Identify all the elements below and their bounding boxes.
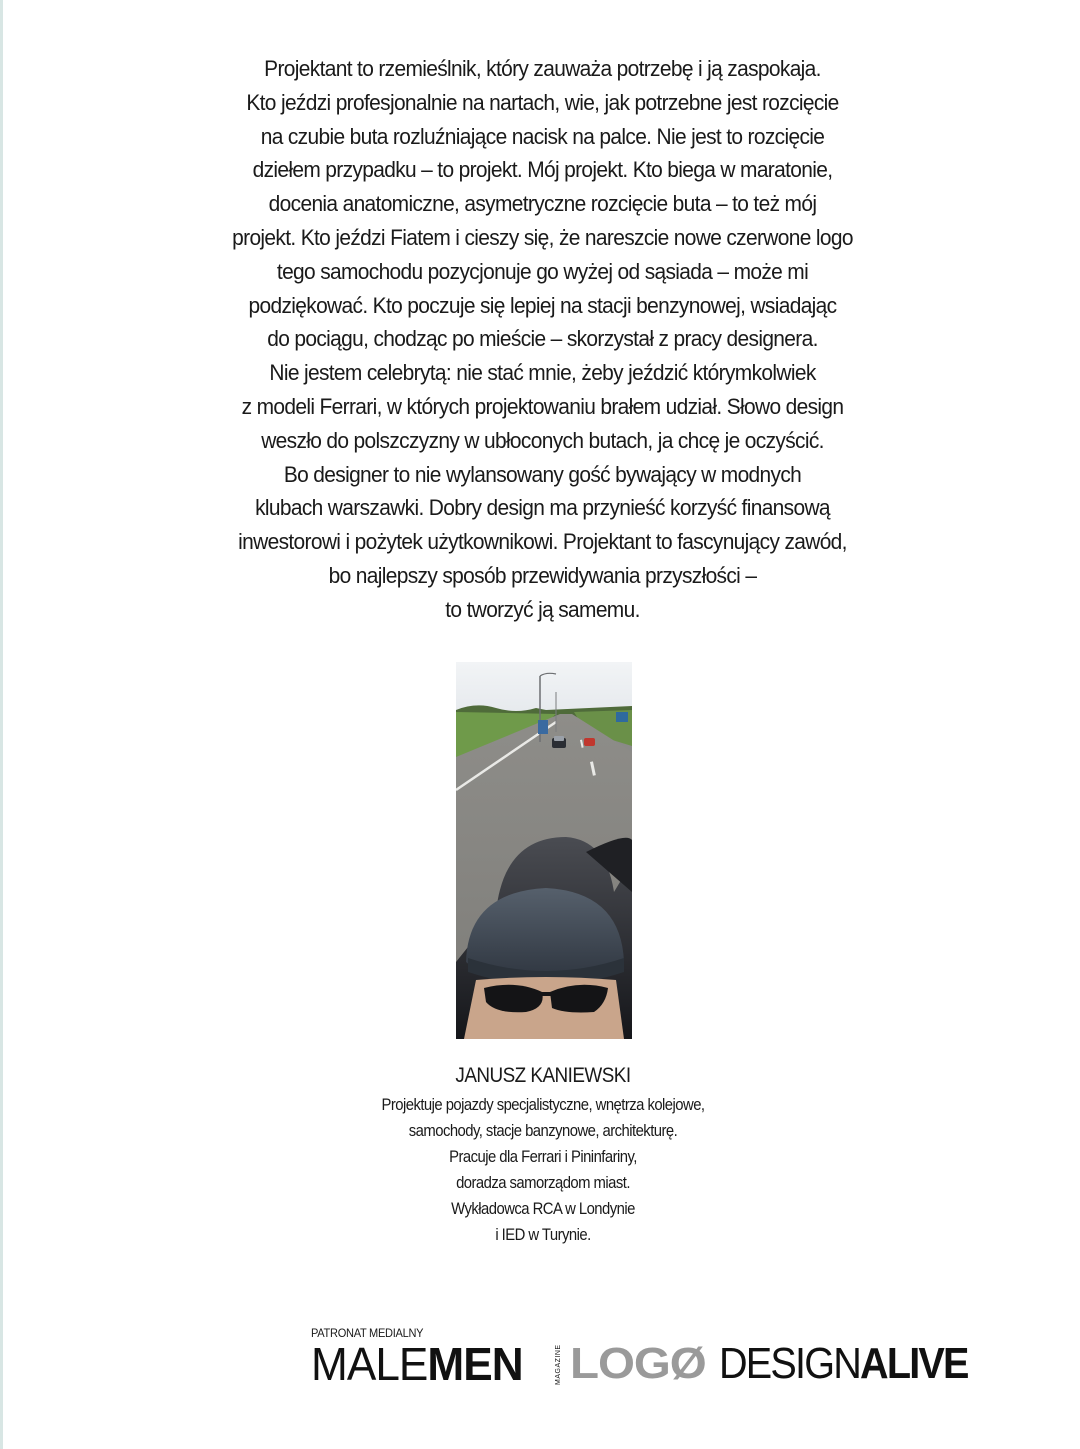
malemen-logo-bold: MEN (427, 1338, 523, 1390)
author-photo (456, 662, 632, 1039)
logo-magazine-logo: LOGØ (570, 1339, 706, 1388)
essay-line: Projektant to rzemieślnik, który zauważa potrzebę i ją zaspokaja. (264, 56, 821, 81)
author-bio (324, 1092, 761, 1248)
bio-line: i IED w Turynie. (495, 1226, 591, 1244)
essay-line: z modeli Ferrari, w których projektowaniu brałem udział. Słowo design (241, 393, 844, 419)
designalive-logo-light: DESIGN (719, 1339, 861, 1388)
media-patronage-label: PATRONAT MEDIALNY (311, 1326, 424, 1340)
designalive-logo-bold: ALIVE (860, 1339, 968, 1388)
essay-line: weszło do polszczyzny w ubłoconych butach, ja chcę je oczyścić. (261, 427, 824, 453)
essay-text (205, 52, 879, 627)
page-edge (0, 0, 3, 1449)
essay-line: inwestorowi i pożytek użytkownikowi. Projektant to fascynujący zawód, (238, 529, 847, 555)
bio-line: samochody, stacje banzynowe, architekturę. (408, 1122, 678, 1140)
essay-line: klubach warszawki. Dobry design ma przynieść korzyść finansową (255, 495, 830, 521)
essay-line: docenia anatomiczne, asymetryczne rozcięcie buta – to też mój (268, 191, 817, 217)
essay-line: Nie jestem celebrytą: nie stać mnie, żeby jeździć którymkolwiek (269, 360, 816, 386)
essay-line: podziękować. Kto poczuje się lepiej na stacji benzynowej, wsiadając (248, 292, 837, 318)
malemen-logo (311, 1338, 523, 1390)
essay-line: dziełem przypadku – to projekt. Mój projekt. Kto biega w maratonie, (252, 157, 833, 183)
essay-line: do pociągu, chodząc po mieście – skorzystał z pracy designera. (267, 326, 818, 352)
malemen-magazine-sub: MAGAZINE (555, 1344, 562, 1385)
essay-line: na czubie buta rozluźniające nacisk na palce. Nie jest to rozcięcie (260, 123, 825, 149)
essay-line: bo najlepszy sposób przewidywania przyszłości – (328, 562, 757, 588)
essay-line: to tworzyć ją samemu. (445, 596, 640, 622)
essay-line: projekt. Kto jeździ Fiatem i cieszy się, że nareszcie nowe czerwone logo (232, 224, 853, 250)
author-name: JANUSZ KANIEWSKI (455, 1064, 631, 1087)
sponsor-logos (311, 1338, 971, 1390)
author-block (300, 1062, 786, 1248)
essay-line: Bo designer to nie wylansowany gość bywający w modnych (283, 461, 802, 487)
bio-line: doradza samorządom miast. (456, 1174, 630, 1192)
bio-line: Pracuje dla Ferrari i Pininfariny, (449, 1148, 637, 1166)
malemen-logo-light: MALE (311, 1338, 428, 1390)
essay-line: Kto jeździ profesjonalnie na nartach, wie, jak potrzebne jest rozcięcie (246, 89, 839, 115)
bio-line: Projektuje pojazdy specjalistyczne, wnętrza kolejowe, (381, 1096, 705, 1114)
designalive-logo (719, 1341, 968, 1387)
essay-line: tego samochodu pozycjonuje go wyżej od sąsiada – może mi (276, 258, 809, 284)
bio-line: Wykładowca RCA w Londynie (451, 1200, 635, 1218)
